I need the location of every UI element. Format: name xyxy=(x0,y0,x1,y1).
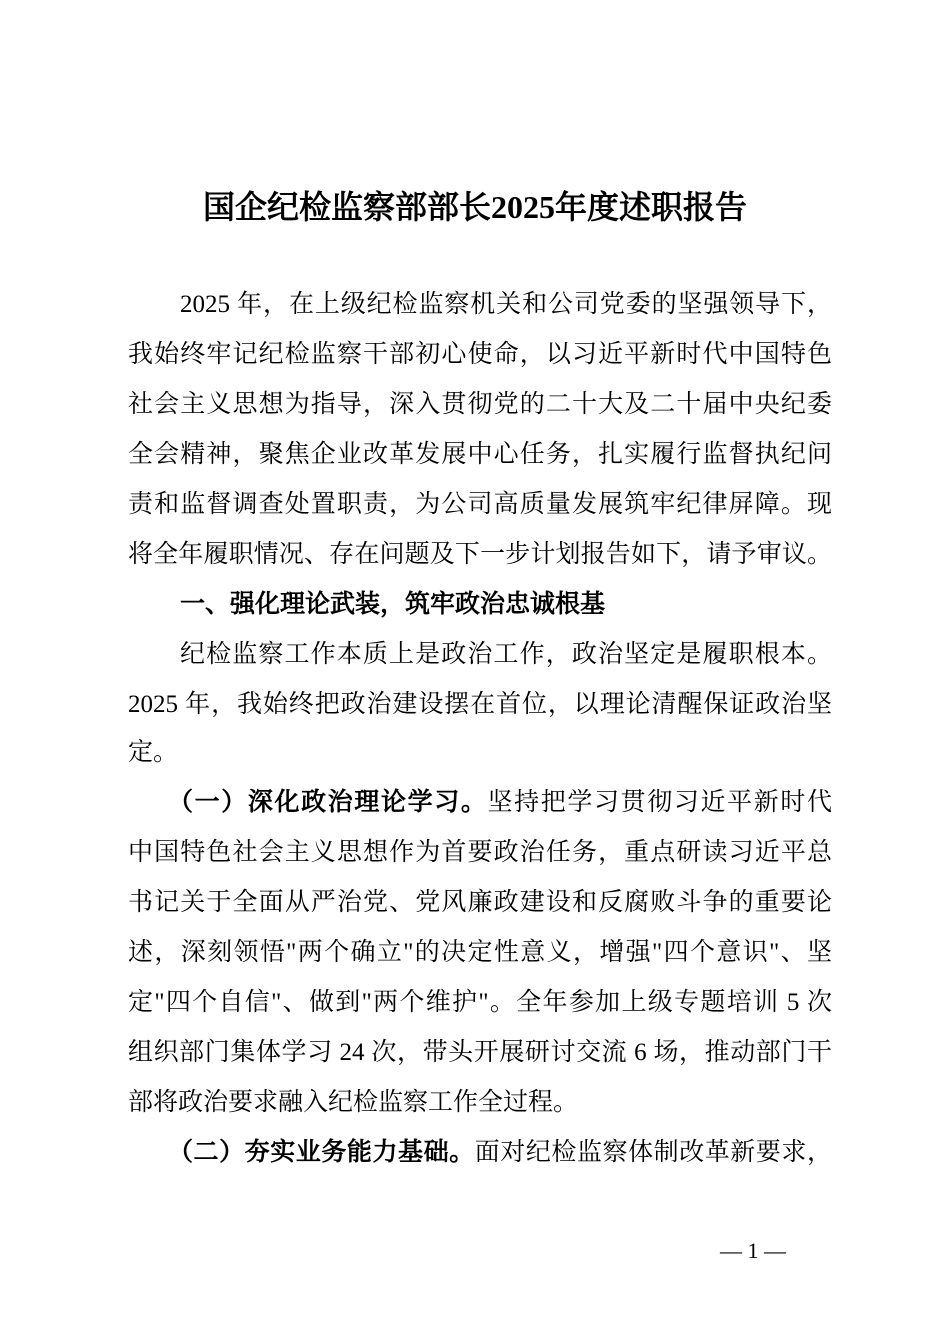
paragraph-line: 组织部门集体学习 24 次，带头开展研讨交流 6 场，推动部门干 xyxy=(128,1039,832,1066)
paragraph-line: 将全年履职情况、存在问题及下一步计划报告如下，请予审议。 xyxy=(128,541,832,568)
paragraph-line: 述，深刻领悟"两个确立"的决定性意义，增强"四个意识"、坚 xyxy=(128,939,832,966)
subsection-line xyxy=(128,786,832,820)
paragraph-line: 全会精神，聚焦企业改革发展中心任务，扎实履行监督执纪问 xyxy=(128,441,832,468)
paragraph-line: 纪检监察工作本质上是政治工作，政治坚定是履职根本。 xyxy=(180,641,832,668)
paragraph-line: 我始终牢记纪检监察干部初心使命，以习近平新时代中国特色 xyxy=(128,341,832,368)
subsection-line xyxy=(128,1136,832,1170)
subsection-heading: （二）夯实业务能力基础。 xyxy=(168,1139,475,1166)
paragraph-line: 中国特色社会主义思想作为首要政治任务，重点研读习近平总 xyxy=(128,839,832,866)
paragraph-text: 面对纪检监察体制改革新要求， xyxy=(474,1139,832,1166)
section-heading: 一、强化理论武装，筑牢政治忠诚根基 xyxy=(180,591,606,618)
paragraph-line: 部将政治要求融入纪检监察工作全过程。 xyxy=(128,1089,579,1116)
paragraph-line: 定。 xyxy=(128,739,179,766)
paragraph-line: 2025 年，在上级纪检监察机关和公司党委的坚强领导下， xyxy=(180,291,832,318)
subsection-heading: （一）深化政治理论学习。 xyxy=(168,789,488,816)
page-number: — 1 — xyxy=(720,1238,786,1263)
paragraph-line: 责和监督调查处置职责，为公司高质量发展筑牢纪律屏障。现 xyxy=(128,491,832,518)
paragraph-line: 社会主义思想为指导，深入贯彻党的二十大及二十届中央纪委 xyxy=(128,391,832,418)
paragraph-line: 书记关于全面从严治党、党风廉政建设和反腐败斗争的重要论 xyxy=(128,889,832,916)
paragraph-line: 定"四个自信"、做到"两个维护"。全年参加上级专题培训 5 次 xyxy=(128,989,832,1016)
paragraph-line: 2025 年，我始终把政治建设摆在首位，以理论清醒保证政治坚 xyxy=(128,691,832,718)
document-title: 国企纪检监察部部长2025年度述职报告 xyxy=(202,189,747,225)
paragraph-text: 坚持把学习贯彻习近平新时代 xyxy=(487,789,832,816)
